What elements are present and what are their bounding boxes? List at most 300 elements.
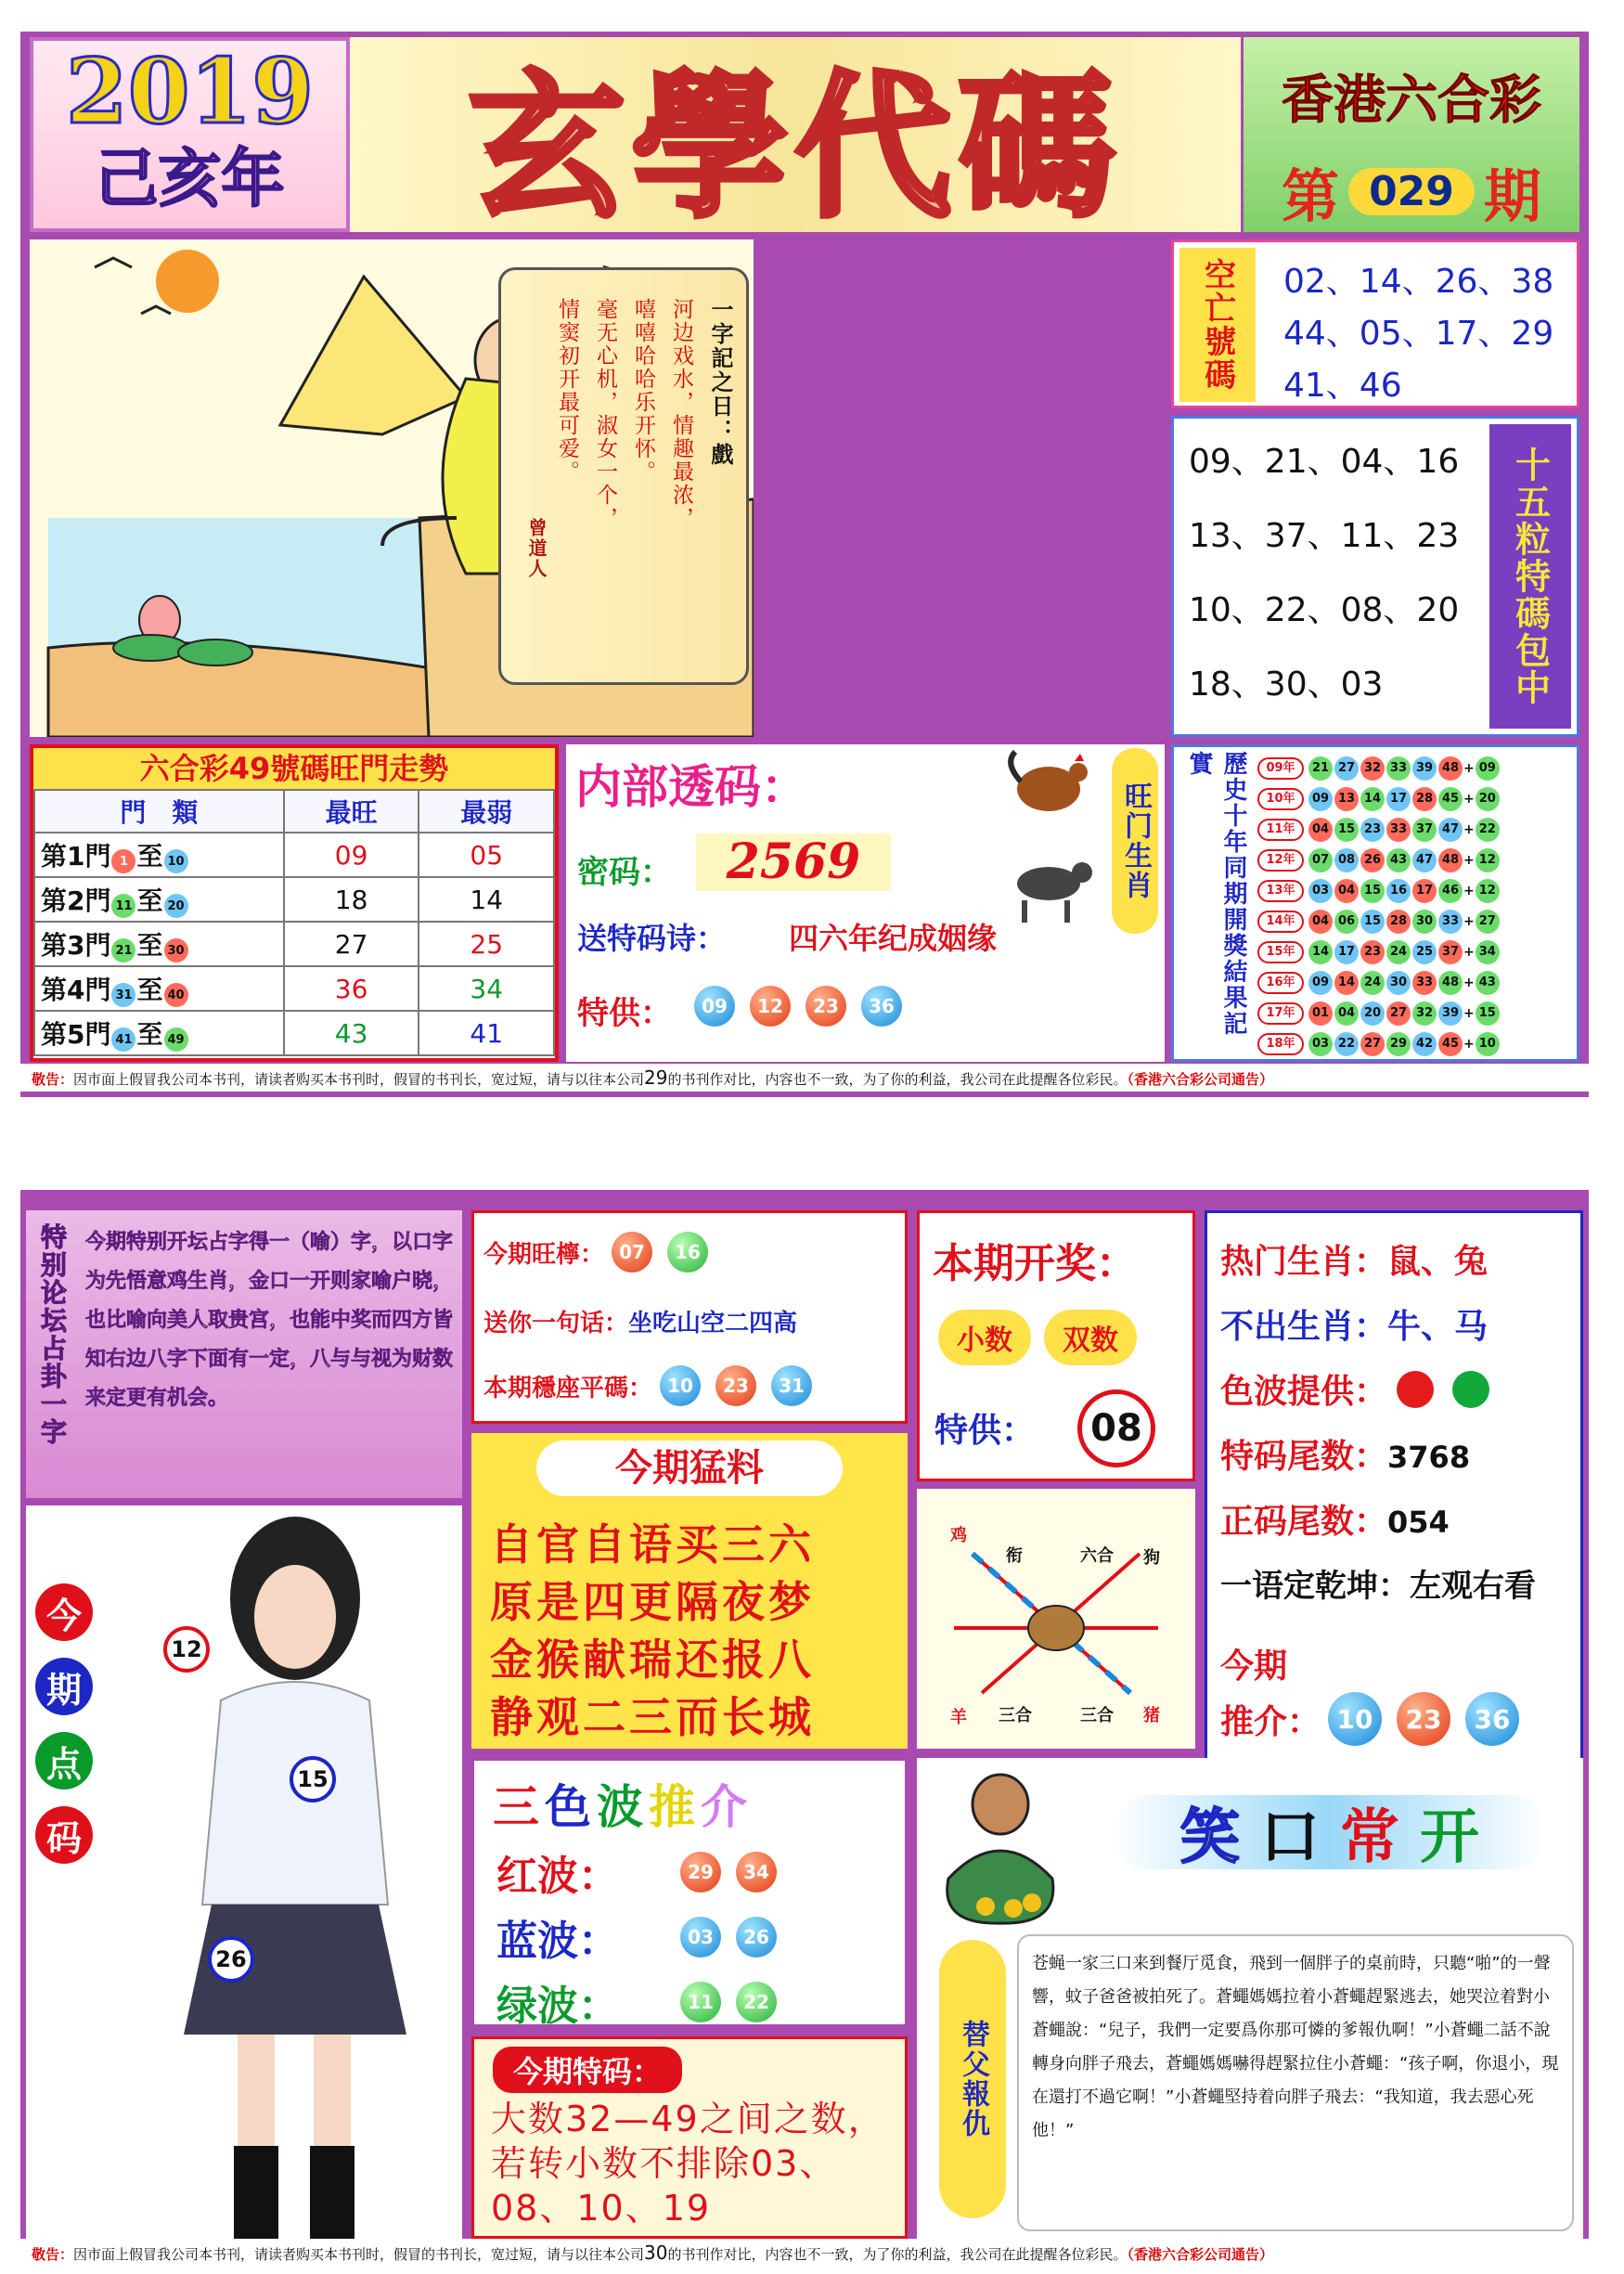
trend-box <box>30 744 559 1062</box>
material-line: 金猴献瑞还报八 <box>490 1634 815 1685</box>
trend-worst: 14 <box>419 877 554 922</box>
history-year: 16年 <box>1257 972 1304 994</box>
history-year: 13年 <box>1257 880 1304 902</box>
history-special-ball: 22 <box>1476 818 1500 842</box>
history-plus: + <box>1463 944 1475 960</box>
history-ball: 33 <box>1386 756 1411 781</box>
history-ball: 37 <box>1412 818 1437 842</box>
history-ball: 22 <box>1334 1032 1359 1056</box>
history-ball: 24 <box>1386 940 1411 964</box>
draw-special-ball: 08 <box>1077 1389 1155 1467</box>
history-ball: 15 <box>1334 818 1359 842</box>
history-ball: 33 <box>1412 971 1437 995</box>
wheel-label: 三合 <box>1080 1706 1114 1725</box>
history-year: 15年 <box>1257 941 1304 963</box>
money-bag-man-illustration <box>930 1767 1069 1925</box>
notice-suffix: （香港六合彩公司通告） <box>1127 1071 1274 1088</box>
history-ball: 29 <box>1386 1032 1411 1056</box>
trend-table <box>33 789 555 1056</box>
zodiac-label: 旺门生肖 <box>1112 748 1158 934</box>
door-name: 第1門 <box>41 840 111 872</box>
girl-label-char: 码 <box>35 1806 93 1864</box>
trend-row <box>34 922 554 966</box>
special-ball: 12 <box>750 986 791 1027</box>
history-ball: 17 <box>1386 787 1411 811</box>
draw-special-label: 特供： <box>934 1412 1036 1450</box>
poem-label: 送特码诗： <box>577 921 727 956</box>
door-to-word: 至 <box>136 974 163 1005</box>
history-row <box>1257 814 1577 845</box>
door-name: 第3門 <box>41 929 111 961</box>
stat-value: 鼠、兔 <box>1387 1243 1489 1281</box>
flat-row <box>483 1365 819 1406</box>
history-ball: 09 <box>1308 787 1333 811</box>
fifteen-row-1: 09、21、04、16 <box>1189 443 1460 481</box>
history-row <box>1257 1028 1577 1059</box>
history-ball: 39 <box>1412 756 1437 781</box>
stat-label: 正码尾数： <box>1220 1503 1388 1541</box>
history-ball: 08 <box>1334 848 1359 872</box>
history-ball: 04 <box>1308 818 1333 842</box>
history-ball: 30 <box>1412 910 1437 934</box>
code-label: 密码： <box>577 854 672 891</box>
phrase-value: 坐吃山空二四高 <box>628 1310 798 1337</box>
notice-text-b: 的书刊作对比，内容也不一致，为了你的利益，我公司在此提醒各位彩民。 <box>667 2246 1128 2263</box>
wang-ball: 07 <box>612 1232 652 1273</box>
history-year: 17年 <box>1257 1002 1304 1025</box>
waves-title <box>493 1770 753 1837</box>
stat-label: 色波提供： <box>1220 1373 1388 1411</box>
history-box <box>1171 744 1579 1062</box>
history-ball: 28 <box>1412 787 1437 811</box>
wave-ball: 22 <box>736 1982 777 2022</box>
phrase-row <box>483 1304 797 1338</box>
stat-value: 左观右看 <box>1410 1568 1536 1605</box>
stat-value: 牛、马 <box>1387 1308 1489 1346</box>
trend-door-cell <box>34 966 284 1011</box>
draw-tag: 小数 <box>938 1310 1031 1365</box>
door-to-word: 至 <box>136 885 163 916</box>
waves-title-char: 波 <box>597 1780 649 1834</box>
trend-row <box>34 966 554 1011</box>
trend-best: 43 <box>284 1011 419 1055</box>
history-row <box>1257 937 1577 967</box>
girl-ball: 15 <box>290 1756 336 1802</box>
history-ball: 27 <box>1334 756 1359 781</box>
special-ball: 23 <box>806 986 846 1027</box>
wang-label: 今期旺檸： <box>483 1240 605 1269</box>
door-name: 第5門 <box>41 1018 111 1050</box>
history-ball: 43 <box>1386 848 1411 872</box>
page-title: 玄學代碼 <box>469 54 1122 239</box>
draw-tags <box>938 1310 1137 1365</box>
rec-ball: 23 <box>1397 1692 1450 1746</box>
history-ball: 17 <box>1334 940 1359 964</box>
hot-box <box>471 1210 908 1424</box>
trend-worst: 05 <box>419 833 554 877</box>
trend-row <box>34 877 554 922</box>
rooster-dog-icon <box>1002 744 1104 930</box>
door-name: 第4門 <box>41 974 111 1005</box>
history-special-ball: 20 <box>1476 787 1500 811</box>
special-balls <box>687 986 909 1027</box>
door-from: 21 <box>111 938 135 963</box>
door-to: 40 <box>164 983 188 1007</box>
history-ball: 13 <box>1334 787 1359 811</box>
joke-title <box>1112 1795 1548 1872</box>
notice-num: 29 <box>644 1066 668 1089</box>
history-row <box>1257 753 1577 783</box>
wheel-label: 三合 <box>999 1706 1032 1725</box>
inner-code-box <box>566 744 1165 1062</box>
forum-box <box>26 1210 462 1498</box>
door-to-word: 至 <box>136 1018 163 1050</box>
issue-prefix: 第 <box>1282 162 1340 230</box>
door-from: 41 <box>111 1027 135 1052</box>
history-plus: + <box>1463 883 1475 898</box>
girl-label-char: 点 <box>35 1732 93 1789</box>
history-special-ball: 10 <box>1476 1032 1500 1056</box>
history-year: 11年 <box>1257 819 1304 841</box>
stat-label: 特码尾数： <box>1220 1438 1388 1476</box>
code-value: 2569 <box>696 833 891 891</box>
wheel-label: 衔 <box>1006 1546 1023 1566</box>
wave-row-red <box>496 1842 784 1902</box>
stat-label: 一语定乾坤： <box>1220 1568 1410 1605</box>
fifteen-row-4: 18、30、03 <box>1189 665 1384 704</box>
girl-label <box>35 1583 93 1864</box>
forum-label: 特别论坛占卦一字 <box>37 1223 68 1446</box>
history-year: 14年 <box>1257 911 1304 933</box>
trend-best: 18 <box>284 877 419 922</box>
history-ball: 14 <box>1334 971 1359 995</box>
year-box <box>30 37 350 232</box>
poem-title: 一字記之日：戲 <box>707 298 733 467</box>
trend-header-worst: 最弱 <box>419 790 554 833</box>
joke-text: 苍蝇一家三口来到餐厅觅食，飛到一個胖子的桌前時，只聽“啪”的一聲響，蚊子爸爸被拍死了。蒼蠅媽媽拉着小蒼蠅趕緊逃去，她哭泣着對小蒼蠅說：“兒子，我們一定要爲你那可憐的爹報仇啊！”小蒼蠅二話不說轉身向胖子飛去，蒼蠅媽媽嚇得趕緊拉住小蒼蠅：“孩子啊，你退小，現在還打不過它啊！”小蒼蠅堅持着向胖子飛去：“我知道，我去惡心死他！” <box>1017 1934 1574 2231</box>
notice-bottom-bar <box>20 2239 1589 2267</box>
history-ball: 15 <box>1360 910 1385 934</box>
material-line: 原是四更隔夜梦 <box>490 1577 815 1627</box>
draw-box <box>917 1210 1195 1481</box>
rec-label-1: 今期 <box>1220 1647 1288 1686</box>
bottom-page <box>20 1190 1589 2257</box>
door-to: 20 <box>164 894 188 918</box>
door-to: 10 <box>164 849 188 873</box>
history-plus: + <box>1463 1036 1475 1052</box>
wave-row-green <box>496 1972 784 2032</box>
history-row <box>1257 875 1577 906</box>
wave-dot-green <box>1452 1371 1489 1408</box>
joke-title-char: 常 <box>1340 1803 1399 1872</box>
poem-line-1: 河边戏水，情趣最浓， <box>669 298 693 530</box>
wheel-label: 猪 <box>1143 1706 1160 1725</box>
fifteen-label: 十五粒特碼包中 <box>1489 424 1571 729</box>
history-rows <box>1257 753 1577 1059</box>
door-to: 49 <box>164 1027 188 1052</box>
wang-ball: 16 <box>667 1232 708 1273</box>
trend-door-cell <box>34 877 284 922</box>
history-ball: 17 <box>1412 879 1437 903</box>
wave-ball: 29 <box>680 1852 721 1893</box>
poem-line-3: 毫无心机，淑女一个， <box>593 298 617 530</box>
waves-title-char: 介 <box>701 1780 753 1834</box>
history-row <box>1257 967 1577 998</box>
stat-wave <box>1220 1365 1489 1413</box>
notice-prefix: 敬告： <box>32 2246 74 2263</box>
door-from: 1 <box>111 849 135 873</box>
history-row <box>1257 906 1577 937</box>
fifteen-box <box>1171 416 1579 737</box>
history-ball: 23 <box>1360 940 1385 964</box>
history-ball: 33 <box>1386 818 1411 842</box>
history-ball: 21 <box>1308 756 1333 781</box>
poem-value: 四六年纪成姻缘 <box>789 921 998 956</box>
notice-num: 30 <box>644 2242 668 2264</box>
wheel-label: 六合 <box>1080 1546 1114 1566</box>
history-plus: + <box>1463 821 1475 837</box>
girl-ball: 12 <box>163 1626 210 1673</box>
history-special-ball: 15 <box>1476 1001 1500 1026</box>
year-number: 2019 <box>65 39 315 144</box>
waves-title-char: 推 <box>649 1780 701 1834</box>
waves-title-char: 三 <box>493 1780 545 1834</box>
history-ball: 45 <box>1438 1032 1463 1056</box>
stat-tail <box>1220 1430 1470 1478</box>
rec-ball: 36 <box>1465 1692 1519 1746</box>
rec-ball: 10 <box>1328 1692 1382 1746</box>
door-from: 31 <box>111 983 135 1007</box>
rec-row <box>1220 1692 1527 1746</box>
material-line: 自官自语买三六 <box>490 1519 815 1570</box>
poem-seal: 曾道人 <box>525 518 548 579</box>
notice-text-b: 的书刊作对比，内容也不一致，为了你的利益，我公司在此提醒各位彩民。 <box>667 1071 1128 1088</box>
stat-label: 热门生肖： <box>1220 1243 1388 1281</box>
wheel-label: 鸡 <box>950 1526 967 1545</box>
history-ball: 32 <box>1412 1001 1437 1026</box>
notice-suffix: （香港六合彩公司通告） <box>1127 2246 1274 2263</box>
girl-figure-illustration <box>156 1515 453 2248</box>
special-code-title: 今期特码： <box>493 2047 682 2093</box>
history-ball: 04 <box>1334 1001 1359 1026</box>
stat-main-tail <box>1220 1495 1450 1543</box>
poem-text <box>510 298 737 654</box>
joke-title-char: 开 <box>1420 1803 1479 1872</box>
forum-text: 今期特别开坛占字得一（喻）字，以口字为先悟意鸡生肖，金口一开则家喻户晓，也比喻向美人取贵宫，也能中奖而四方皆知右边八字下面有一定，八与与视为财数来定更有机会。 <box>85 1231 454 1410</box>
girl-box <box>26 1505 462 2254</box>
history-row <box>1257 783 1577 814</box>
trend-door-cell <box>34 922 284 966</box>
poem-line-4: 情窦初开最可爱。 <box>555 298 579 484</box>
kongwang-row-1: 02、14、26、38 <box>1283 263 1554 301</box>
history-ball: 14 <box>1360 787 1385 811</box>
issue-suffix: 期 <box>1483 162 1541 230</box>
history-plus: + <box>1463 760 1475 776</box>
joke-title-char: 口 <box>1260 1803 1320 1872</box>
wheel-box <box>917 1489 1195 1749</box>
history-ball: 42 <box>1412 1032 1437 1056</box>
title-banner <box>350 37 1241 239</box>
joke-box <box>917 1758 1583 2239</box>
wheel-label: 狗 <box>1143 1548 1160 1568</box>
history-ball: 27 <box>1360 1032 1385 1056</box>
poem-line-2: 嘻嘻哈哈乐开怀。 <box>631 298 655 484</box>
history-ball: 04 <box>1334 879 1359 903</box>
special-code-text: 大数32—49之间之数，若转小数不排除03、08、10、19 <box>491 2099 885 2229</box>
history-ball: 48 <box>1438 756 1463 781</box>
waves-box <box>471 1758 908 2030</box>
history-ball: 09 <box>1308 971 1333 995</box>
material-box <box>471 1433 908 1749</box>
trend-door-cell <box>34 833 284 877</box>
wave-row-blue <box>496 1907 784 1967</box>
trend-worst: 34 <box>419 966 554 1011</box>
notice-text-a: 因市面上假冒我公司本书刊，请读者购买本书刊时，假冒的书刊长，宽过短，请与以往本公司 <box>73 1071 645 1088</box>
trend-best: 27 <box>284 922 419 966</box>
history-special-ball: 09 <box>1476 756 1500 781</box>
stat-value: 3768 <box>1387 1440 1471 1475</box>
history-ball: 32 <box>1360 756 1385 781</box>
fifteen-row-3: 10、22、08、20 <box>1189 591 1460 629</box>
trend-row <box>34 833 554 877</box>
history-ball: 03 <box>1308 879 1333 903</box>
history-plus: + <box>1463 913 1475 929</box>
flat-ball: 23 <box>715 1365 756 1406</box>
stat-value: 054 <box>1387 1505 1450 1540</box>
history-ball: 23 <box>1360 818 1385 842</box>
trend-best: 36 <box>284 966 419 1011</box>
history-ball: 06 <box>1334 910 1359 934</box>
wave-ball: 34 <box>736 1852 777 1893</box>
brand-box <box>1244 37 1579 232</box>
stat-phrase <box>1220 1560 1536 1606</box>
history-ball: 48 <box>1438 971 1463 995</box>
flat-label: 本期穩座平碼： <box>483 1374 653 1402</box>
girl-label-char: 期 <box>35 1658 93 1715</box>
joke-label: 替父報仇 <box>939 1940 1006 2218</box>
waves-title-char: 色 <box>545 1780 597 1834</box>
history-special-ball: 12 <box>1476 879 1500 903</box>
history-ball: 46 <box>1438 879 1463 903</box>
history-ball: 20 <box>1360 1001 1385 1026</box>
trend-best: 09 <box>284 833 419 877</box>
history-row <box>1257 998 1577 1028</box>
wheel-label: 羊 <box>950 1708 967 1727</box>
history-ball: 04 <box>1308 910 1333 934</box>
trend-header-best: 最旺 <box>284 790 419 833</box>
history-ball: 14 <box>1308 940 1333 964</box>
flat-ball: 10 <box>660 1365 701 1406</box>
history-special-ball: 34 <box>1476 940 1500 964</box>
issue-number: 029 <box>1348 168 1475 215</box>
history-ball: 37 <box>1438 940 1463 964</box>
inner-title: 内部透码： <box>575 760 807 814</box>
rec-label-2: 推介： <box>1220 1702 1321 1741</box>
special-label: 特供： <box>577 995 672 1032</box>
wang-row <box>483 1232 715 1273</box>
trend-door-cell <box>34 1011 284 1055</box>
history-special-ball: 43 <box>1476 971 1500 995</box>
history-ball: 24 <box>1360 971 1385 995</box>
issue-line <box>1244 150 1579 233</box>
door-to: 30 <box>164 938 188 963</box>
history-ball: 30 <box>1386 971 1411 995</box>
history-ball: 03 <box>1308 1032 1333 1056</box>
special-ball: 09 <box>694 986 735 1027</box>
fifteen-row-2: 13、37、11、23 <box>1189 517 1460 555</box>
stat-label: 不出生肖： <box>1220 1308 1388 1346</box>
door-name: 第2門 <box>41 885 111 916</box>
trend-header-door: 門 類 <box>34 790 284 833</box>
brand-name: 香港六合彩 <box>1282 71 1541 131</box>
history-special-ball: 27 <box>1476 910 1500 934</box>
history-plus: + <box>1463 1005 1475 1021</box>
notice-top <box>20 1064 1589 1092</box>
stats-box <box>1205 1210 1583 1786</box>
year-ganzhi: 己亥年 <box>95 143 285 216</box>
trend-worst: 41 <box>419 1011 554 1055</box>
history-ball: 47 <box>1438 818 1463 842</box>
top-page <box>20 32 1589 1097</box>
poem-scroll <box>498 267 749 685</box>
door-to-word: 至 <box>136 840 163 872</box>
door-from: 11 <box>111 894 135 918</box>
stat-cold-zodiac <box>1220 1300 1488 1348</box>
kongwang-label: 空亡號碼 <box>1179 248 1256 402</box>
door-to-word: 至 <box>136 929 163 961</box>
history-ball: 27 <box>1386 1001 1411 1026</box>
special-ball: 36 <box>861 986 902 1027</box>
history-special-ball: 12 <box>1476 848 1500 872</box>
history-year: 12年 <box>1257 849 1304 872</box>
history-ball: 33 <box>1438 910 1463 934</box>
history-label: 歷史十年同期開獎結果記實 <box>1185 751 1247 1037</box>
story-illustration <box>30 239 754 737</box>
kongwang-box <box>1171 239 1579 408</box>
history-plus: + <box>1463 791 1475 807</box>
material-line: 静观二三而长城 <box>490 1692 815 1742</box>
girl-label-char: 今 <box>35 1583 93 1641</box>
history-ball: 25 <box>1412 940 1437 964</box>
trend-title: 六合彩49號碼旺門走勢 <box>33 748 555 789</box>
history-ball: 26 <box>1360 848 1385 872</box>
history-plus: + <box>1463 975 1475 990</box>
joke-title-char: 笑 <box>1180 1803 1240 1872</box>
special-code-box <box>471 2036 908 2239</box>
wave-dot-red <box>1397 1371 1434 1408</box>
history-ball: 16 <box>1386 879 1411 903</box>
wave-ball: 03 <box>680 1917 721 1957</box>
wave-ball: 11 <box>680 1982 721 2022</box>
notice-prefix: 敬告： <box>32 1071 74 1088</box>
wave-ball: 26 <box>736 1917 777 1957</box>
history-year: 18年 <box>1257 1033 1304 1055</box>
notice-text-a: 因市面上假冒我公司本书刊，请读者购买本书刊时，假冒的书刊长，宽过短，请与以往本公司 <box>73 2246 645 2263</box>
history-ball: 28 <box>1386 910 1411 934</box>
wave-label: 绿波： <box>496 1983 619 2030</box>
trend-worst: 25 <box>419 922 554 966</box>
history-ball: 01 <box>1308 1001 1333 1026</box>
history-ball: 07 <box>1308 848 1333 872</box>
kongwang-row-2: 44、05、17、29 <box>1283 315 1554 353</box>
girl-ball: 26 <box>208 1936 254 1983</box>
trend-row <box>34 1011 554 1055</box>
draw-tag: 双数 <box>1044 1310 1137 1365</box>
trend-header-row <box>34 790 554 833</box>
history-row <box>1257 845 1577 875</box>
history-ball: 15 <box>1360 879 1385 903</box>
history-ball: 47 <box>1412 848 1437 872</box>
